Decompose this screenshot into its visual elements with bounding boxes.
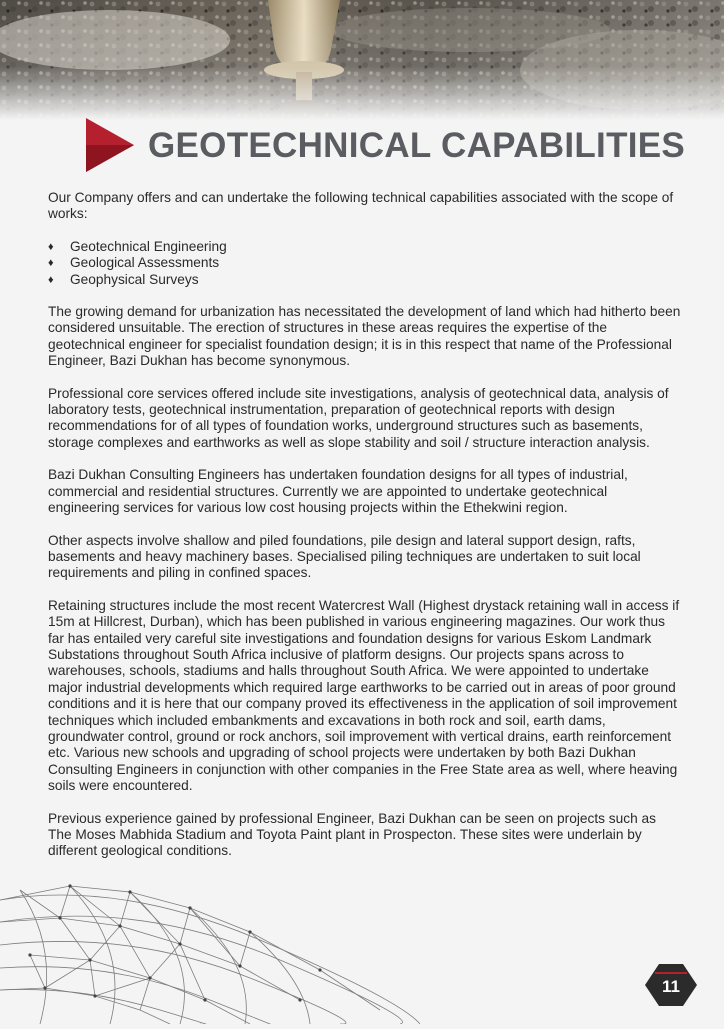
- core-services-paragraph: Professional core services offered include site investigations, analysis of geotechnical data, analysis of laboratory tests, geotechnical instrumentation, preparation of geotechnical reports with design recommendations for of all types of foundation works, underground structures such as basements, storage complexes and earthworks as well as slope stability and soil / structure interaction analysis.: [48, 385, 669, 450]
- network-lines-icon: [0, 860, 420, 1024]
- capability-label: Geological Assessments: [70, 255, 220, 271]
- retaining-structures-paragraph: Retaining structures include the most recent Watercrest Wall (Highest drystack retaining wall in access if 15m at Hillcrest, Durban), which has been published in various engineering magazines. Our work thus far has entailed very careful site investigations and foundation designs for various Eskom Landmark Substations throughout South Africa inclusive of platform designs. Our projects spans across to warehouses, schools, stadiums and halls throughout South Africa. We were appointed to undertake major industrial developments which required large earthworks to be carried out in areas of poor ground conditions and it is here that our company proved its effectiveness in the application of soil improvement techniques which included embankments and excavations in both rock and soil, earth dams, groundwater control, ground or rock anchors, soil improvement with vertical drains, earth reinforcement etc. Various new schools and upgrading of school projects were undertaken by both Bazi Dukhan Consulting Engineers in conjunction with other companies in the Free State area as well, where heaving soils were encountered.: [48, 597, 680, 794]
- list-item: [48, 255, 682, 271]
- page-title: GEOTECHNICAL CAPABILITIES: [148, 126, 686, 165]
- diamond-bullet-icon: ♦: [48, 273, 54, 286]
- foundation-designs-paragraph: Bazi Dukhan Consulting Engineers has undertaken foundation designs for all types of industrial, commercial and residential structures. Currently we are appointed to undertake geotechnical engineering services for various low cost housing projects within the Ethekwini region.: [48, 467, 628, 516]
- play-arrow-icon: [86, 118, 136, 172]
- capability-label: Geotechnical Engineering: [70, 238, 227, 254]
- list-item: [48, 239, 682, 255]
- capability-label: Geophysical Surveys: [70, 271, 199, 287]
- network-globe-decoration: [0, 860, 420, 1024]
- diamond-bullet-icon: ♦: [48, 240, 54, 253]
- page-number: 11: [662, 977, 680, 996]
- body-content: [48, 190, 682, 876]
- page-header: [86, 118, 706, 172]
- previous-experience-paragraph: Previous experience gained by professional Engineer, Bazi Dukhan can be seen on projects such as The Moses Mabhida Stadium and Toyota Paint plant in Prospecton. These sites were underlain by different geological conditions.: [48, 810, 656, 859]
- construction-photo: [0, 0, 724, 120]
- other-aspects-paragraph: Other aspects involve shallow and piled foundations, pile design and lateral support design, rafts, basements and heavy machinery bases. Specialised piling techniques are undertaken to suit local requirements and piling in confined spaces.: [48, 532, 641, 581]
- diamond-bullet-icon: ♦: [48, 257, 54, 270]
- page-number-badge: [645, 964, 697, 1006]
- capabilities-list: [48, 239, 682, 288]
- intro-paragraph: Our Company offers and can undertake the following technical capabilities associated with the scope of works:: [48, 190, 674, 222]
- urbanization-paragraph: The growing demand for urbanization has necessitated the development of land which had hitherto been considered unsuitable. The erection of structures in these areas requires the expertise of the geotechnical engineer for specialist foundation design; it is in this respect that name of the Professional Engineer, Bazi Dukhan has become synonymous.: [48, 304, 681, 369]
- hero-image: [0, 0, 724, 120]
- list-item: [48, 272, 682, 288]
